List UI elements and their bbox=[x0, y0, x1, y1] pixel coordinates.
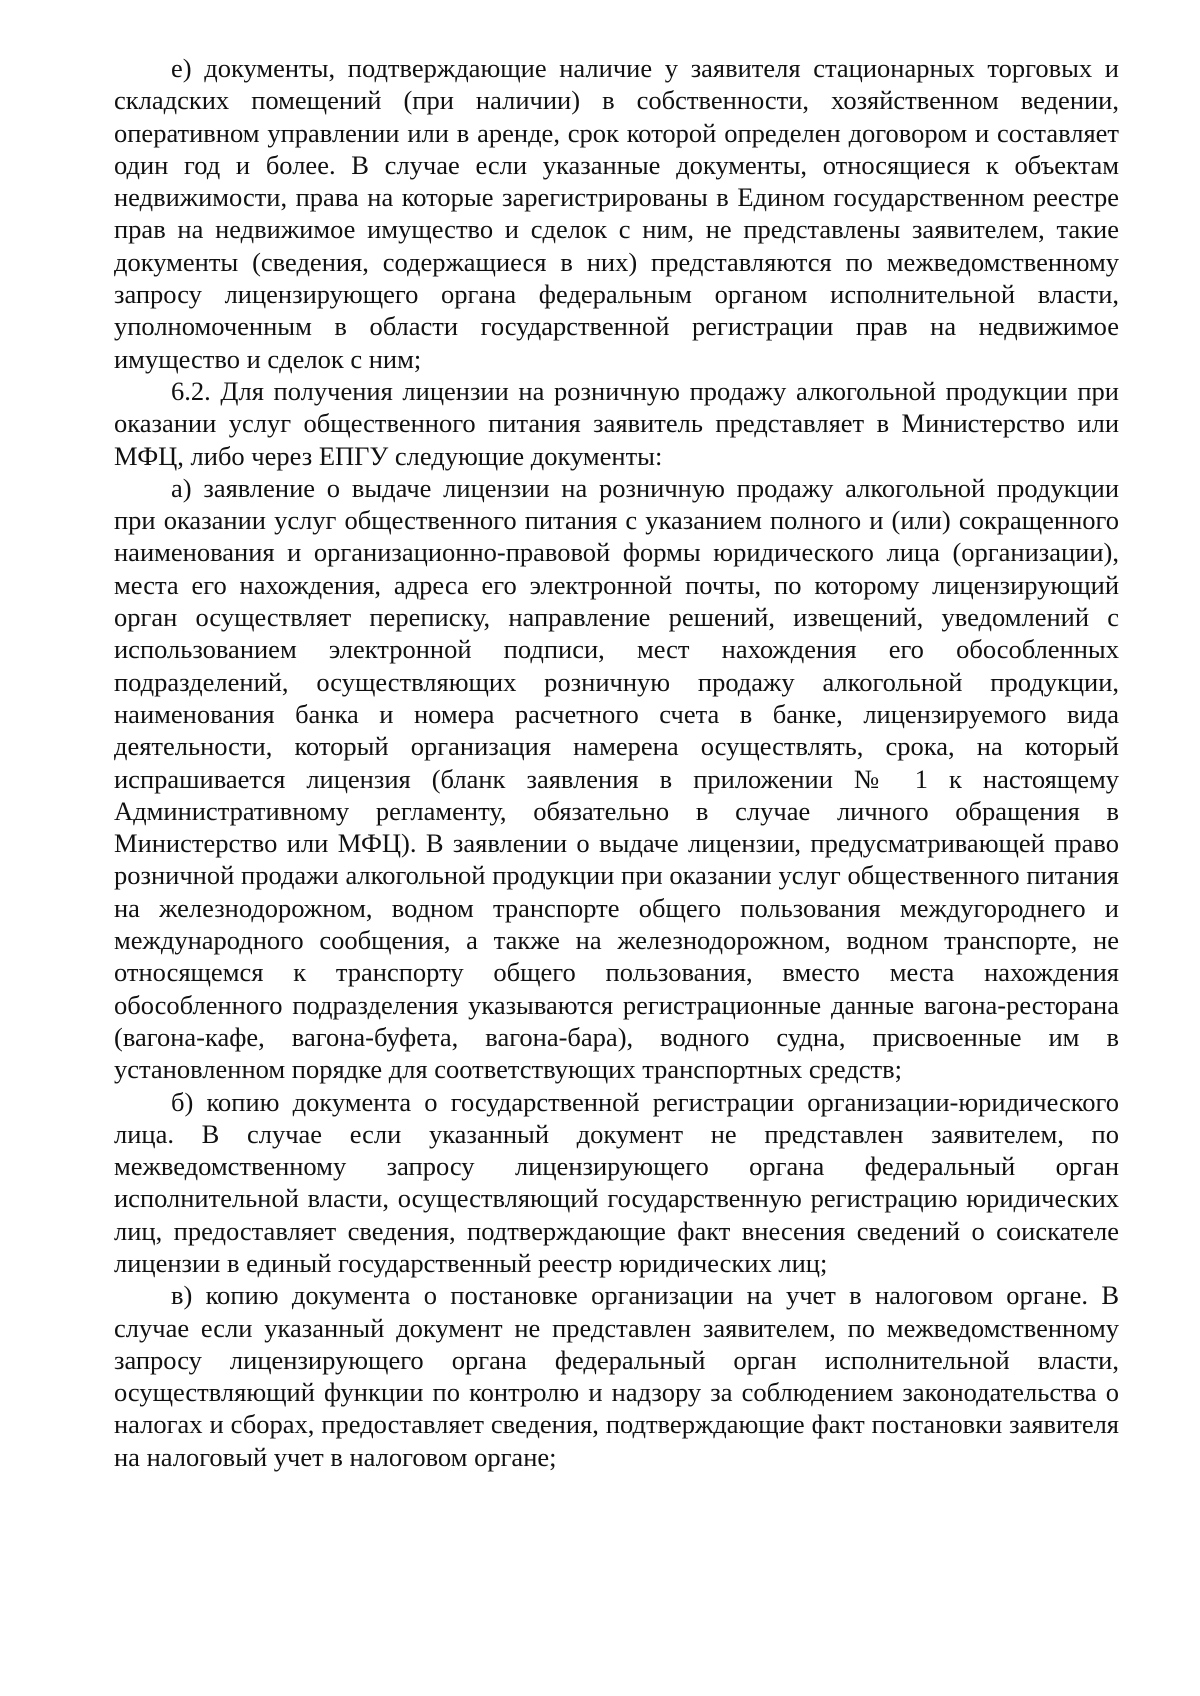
paragraph-v-tax-registration-copy: в) копию документа о постановке организации на учет в налоговом органе. В случае если указанный документ не представлен заявителем, по межведомственному запросу лицензирующего органа федеральный орган исполнительной власти, осуществляющий функции по контролю и надзору за соблюдением законодательства о налогах и сборах, предоставляет сведения, подтверждающие факт постановки заявителя на налоговый учет в налоговом органе; bbox=[114, 1280, 1119, 1472]
paragraph-b-registration-copy: б) копию документа о государственной регистрации организации-юридического лица. В случае если указанный документ не представлен заявителем, по межведомственному запросу лицензирующего органа федеральный орган исполнительной власти, осуществляющий государственную регистрацию юридических лиц, предоставляет сведения, подтверждающие факт внесения сведений о соискателе лицензии в единый государственный реестр юридических лиц; bbox=[114, 1086, 1119, 1278]
document-body bbox=[114, 52, 1119, 1473]
paragraph-a-application: а) заявление о выдаче лицензии на розничную продажу алкогольной продукции при оказании услуг общественного питания с указанием полного и (или) сокращенного наименования и организационно-правовой формы юридического лица (организации), места его нахождения, адреса его электронной почты, по которому лицензирующий орган осуществляет переписку, направление решений, извещений, уведомлений с использованием электронной подписи, мест нахождения его обособленных подразделений, осуществляющих розничную продажу алкогольной продукции, наименования банка и номера расчетного счета в банке, лицензируемого вида деятельности, который организация намерена осуществлять, срока, на который испрашивается лицензия (бланк заявления в приложении № 1 к настоящему Административному регламенту, обязательно в случае личного обращения в Министерство или МФЦ). В заявлении о выдаче лицензии, предусматривающей право розничной продажи алкогольной продукции при оказании услуг общественного питания на железнодорожном, водном транспорте общего пользования междугороднего и международного сообщения, а также на железнодорожном, водном транспорте, не относящемся к транспорту общего пользования, вместо места нахождения обособленного подразделения указываются регистрационные данные вагона-ресторана (вагона-кафе, вагона-буфета, вагона-бара), водного судна, присвоенные им в установленном порядке для соответствующих транспортных средств; bbox=[114, 472, 1119, 1085]
paragraph-e-documents-premises: е) документы, подтверждающие наличие у заявителя стационарных торговых и складских помещений (при наличии) в собственности, хозяйственном ведении, оперативном управлении или в аренде, срок которой определен договором и составляет один год и более. В случае если указанные документы, относящиеся к объектам недвижимости, права на которые зарегистрированы в Едином государственном реестре прав на недвижимое имущество и сделок с ним, не представлены заявителем, такие документы (сведения, содержащиеся в них) представляются по межведомственному запросу лицензирующего органа федеральным органом исполнительной власти, уполномоченным в области государственной регистрации прав на недвижимое имущество и сделок с ним; bbox=[114, 53, 1119, 374]
paragraph-6-2-license-catering: 6.2. Для получения лицензии на розничную продажу алкогольной продукции при оказании услуг общественного питания заявитель представляет в Министерство или МФЦ, либо через ЕПГУ следующие документы: bbox=[114, 375, 1119, 471]
